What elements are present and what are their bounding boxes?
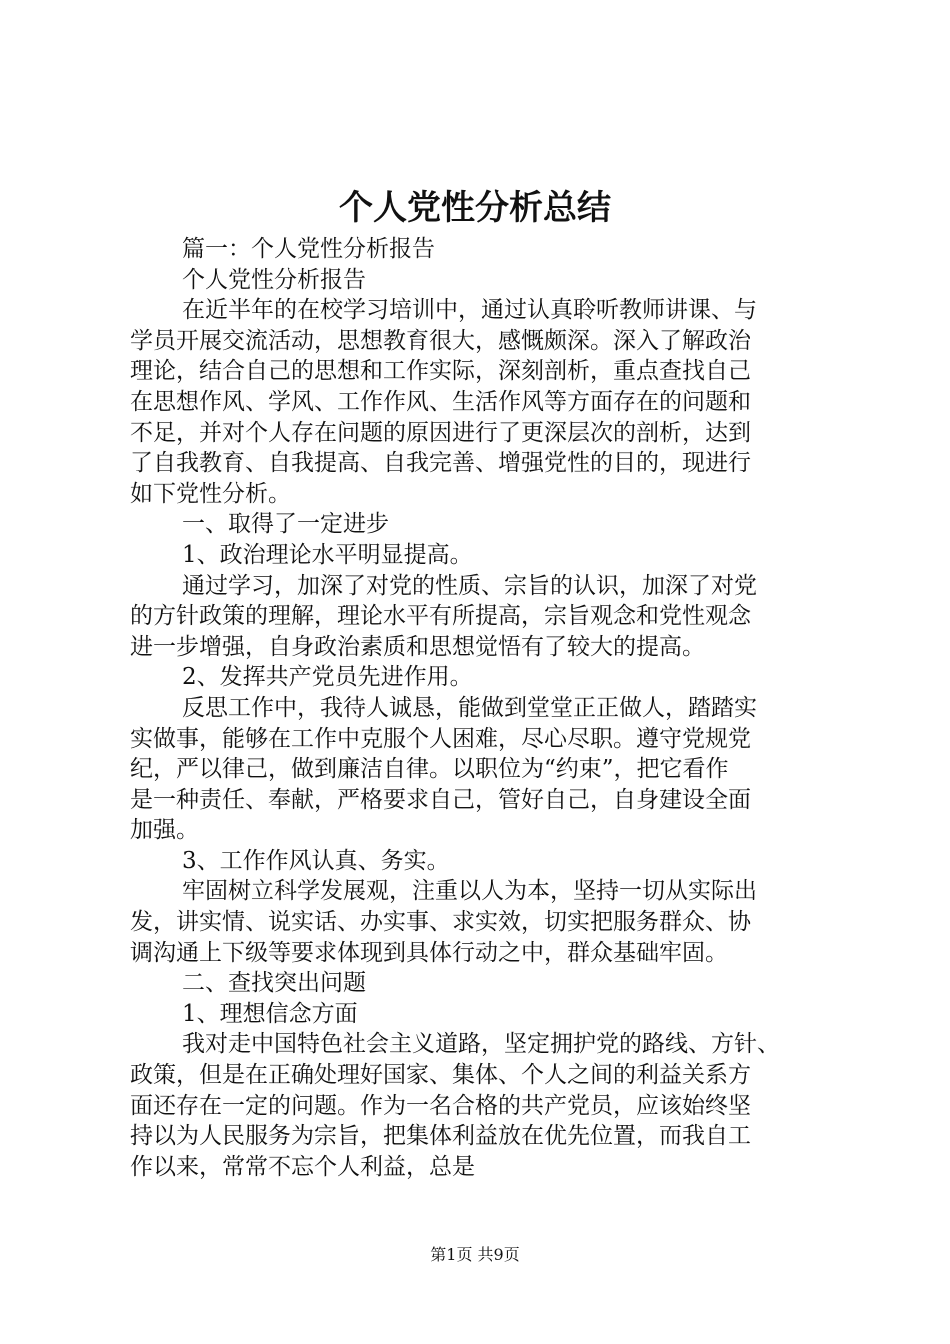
text-line: 的方针政策的理解，理论水平有所提高，宗旨观念和党性观念: [130, 603, 751, 630]
text-line: 牢固树立科学发展观，注重以人为本，坚持一切从实际出: [182, 878, 757, 905]
text-line: 一、取得了一定进步: [182, 511, 389, 538]
page-footer: 第1页 共9页: [430, 1245, 520, 1264]
text-line: 了自我教育、自我提高、自我完善、增强党性的目的，现进行: [130, 450, 751, 477]
text-line: 发，讲实情、说实话、办实事、求实效，切实把服务群众、协: [130, 909, 751, 936]
text-line: 加强。: [130, 817, 199, 844]
text-line: 1、政治理论水平明显提高。: [182, 541, 473, 568]
text-line: 学员开展交流活动，思想教育很大，感慨颇深。深入了解政治: [130, 327, 751, 354]
text-line: 实做事，能够在工作中克服个人困难，尽心尽职。遵守党规党: [130, 725, 751, 752]
text-line: 政策，但是在正确处理好国家、集体、个人之间的利益关系方: [130, 1062, 751, 1089]
text-line: 理论，结合自己的思想和工作实际，深刻剖析，重点查找自己: [130, 358, 751, 385]
text-line: 面还存在一定的问题。作为一名合格的共产党员，应该始终坚: [130, 1092, 751, 1119]
text-line: 在近半年的在校学习培训中，通过认真聆听教师讲课、与: [182, 297, 757, 324]
text-line: 二、查找突出问题: [182, 970, 366, 997]
text-line: 我对走中国特色社会主义道路，坚定拥护党的路线、方针、: [182, 1031, 780, 1058]
text-line: 反思工作中，我待人诚恳，能做到堂堂正正做人，踏踏实: [182, 694, 757, 721]
text-line: 调沟通上下级等要求体现到具体行动之中，群众基础牢固。: [130, 939, 728, 966]
text-line: 2、发挥共产党员先进作用。: [182, 664, 473, 691]
text-line: 进一步增强，自身政治素质和思想觉悟有了较大的提高。: [130, 633, 705, 660]
text-line: 纪，严以律己，做到廉洁自律。以职位为“约束”，把它看作: [130, 756, 729, 783]
text-line: 作以来，常常不忘个人利益，总是: [130, 1153, 475, 1180]
text-line: 在思想作风、学风、工作作风、生活作风等方面存在的问题和: [130, 388, 751, 415]
text-line: 篇一：个人党性分析报告: [182, 236, 435, 262]
text-line: 1、理想信念方面: [182, 1000, 358, 1027]
text-line: 是一种责任、奉献，严格要求自己，管好自己，自身建设全面: [130, 786, 751, 813]
text-line: 持以为人民服务为宗旨，把集体利益放在优先位置，而我自工: [130, 1123, 751, 1150]
text-line: 不足，并对个人存在问题的原因进行了更深层次的剖析，达到: [130, 419, 751, 446]
document-body: [130, 234, 840, 1182]
text-line: 个人党性分析报告: [182, 266, 366, 293]
text-line: 3、工作作风认真、务实。: [182, 847, 450, 874]
text-line: 如下党性分析。: [130, 480, 291, 507]
text-line: 通过学习，加深了对党的性质、宗旨的认识，加深了对党: [182, 572, 757, 599]
page-title: 个人党性分析总结: [339, 188, 611, 228]
